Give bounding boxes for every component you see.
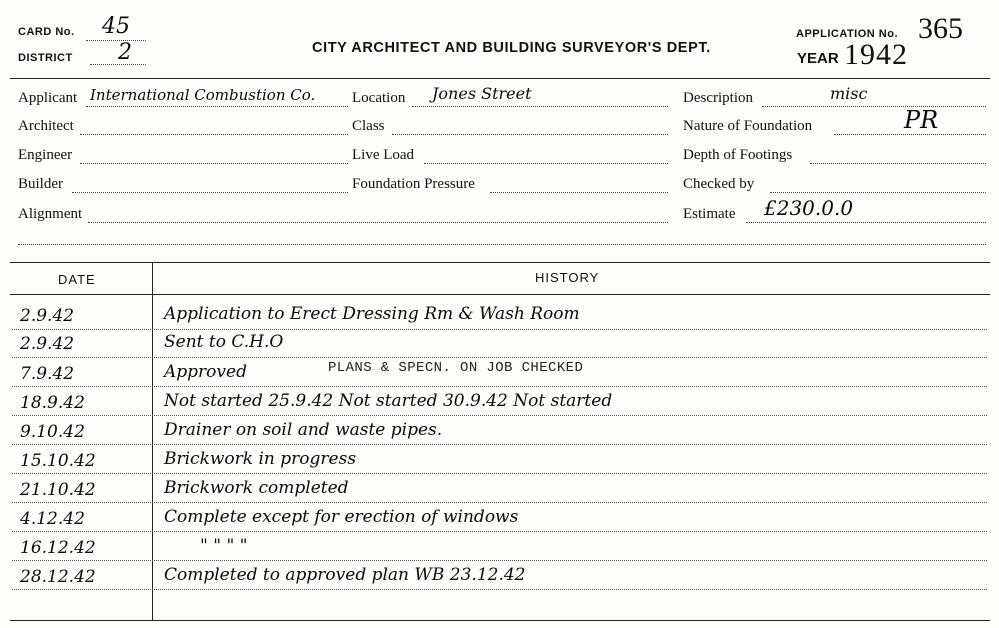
year-label: YEAR [797, 50, 839, 67]
checked-by-label: Checked by [683, 176, 755, 192]
nature-of-foundation-label: Nature of Foundation [683, 118, 813, 134]
history-row-text: Application to Erect Dressing Rm & Wash Room [164, 304, 580, 324]
history-row-text: Completed to approved plan WB 23.12.42 [164, 565, 526, 585]
year-value: 1942 [844, 38, 908, 71]
date-column-header: DATE [58, 272, 96, 287]
district-value: 2 [118, 40, 132, 65]
applicant-value: International Combustion Co. [90, 86, 316, 104]
history-row-text: Not started 25.9.42 Not started 30.9.42 Not started [164, 391, 613, 411]
foundation-pressure-label: Foundation Pressure [352, 176, 475, 192]
application-label: APPLICATION No. [796, 28, 899, 40]
description-label: Description [683, 90, 753, 106]
history-row-text: Approved [164, 362, 247, 382]
engineer-label: Engineer [18, 147, 73, 163]
history-row-text: Brickwork in progress [164, 449, 357, 469]
history-row-text: Complete except for erection of windows [164, 507, 519, 527]
history-row-date: 9.10.42 [20, 422, 85, 442]
estimate-value: £230.0.0 [764, 196, 854, 220]
history-row-text: " " " " [200, 536, 248, 556]
history-row-date: 4.12.42 [20, 509, 85, 529]
description-value: misc [830, 84, 868, 103]
checked-stamp: PLANS & SPECN. ON JOB CHECKED [328, 360, 584, 376]
architect-label: Architect [18, 118, 74, 134]
history-row-date: 7.9.42 [20, 364, 75, 384]
card-no-value: 45 [102, 14, 130, 39]
history-row-date: 28.12.42 [20, 567, 96, 587]
district-label: DISTRICT [18, 52, 73, 64]
history-row-text: Sent to C.H.O [164, 332, 284, 352]
location-value: Jones Street [432, 84, 532, 103]
application-number: 365 [918, 12, 963, 45]
applicant-label: Applicant [18, 90, 78, 106]
alignment-label: Alignment [18, 206, 83, 222]
class-label: Class [352, 118, 385, 134]
history-row-date: 15.10.42 [20, 451, 96, 471]
department-title: CITY ARCHITECT AND BUILDING SURVEYOR'S DEPT. [312, 40, 711, 56]
depth-of-footings-label: Depth of Footings [683, 147, 793, 163]
history-row-date: 21.10.42 [20, 480, 96, 500]
nature-of-foundation-value: PR [904, 106, 939, 134]
history-row-date: 2.9.42 [20, 306, 75, 326]
estimate-label: Estimate [683, 206, 736, 222]
live-load-label: Live Load [352, 147, 415, 163]
history-row-date: 16.12.42 [20, 538, 96, 558]
location-label: Location [352, 90, 406, 106]
history-row-date: 18.9.42 [20, 393, 85, 413]
history-row-date: 2.9.42 [20, 334, 75, 354]
history-row-text: Brickwork completed [164, 478, 349, 498]
history-row-text: Drainer on soil and waste pipes. [164, 420, 443, 440]
builder-label: Builder [18, 176, 63, 192]
card-no-label: CARD No. [18, 26, 75, 38]
history-column-header: HISTORY [535, 270, 600, 285]
